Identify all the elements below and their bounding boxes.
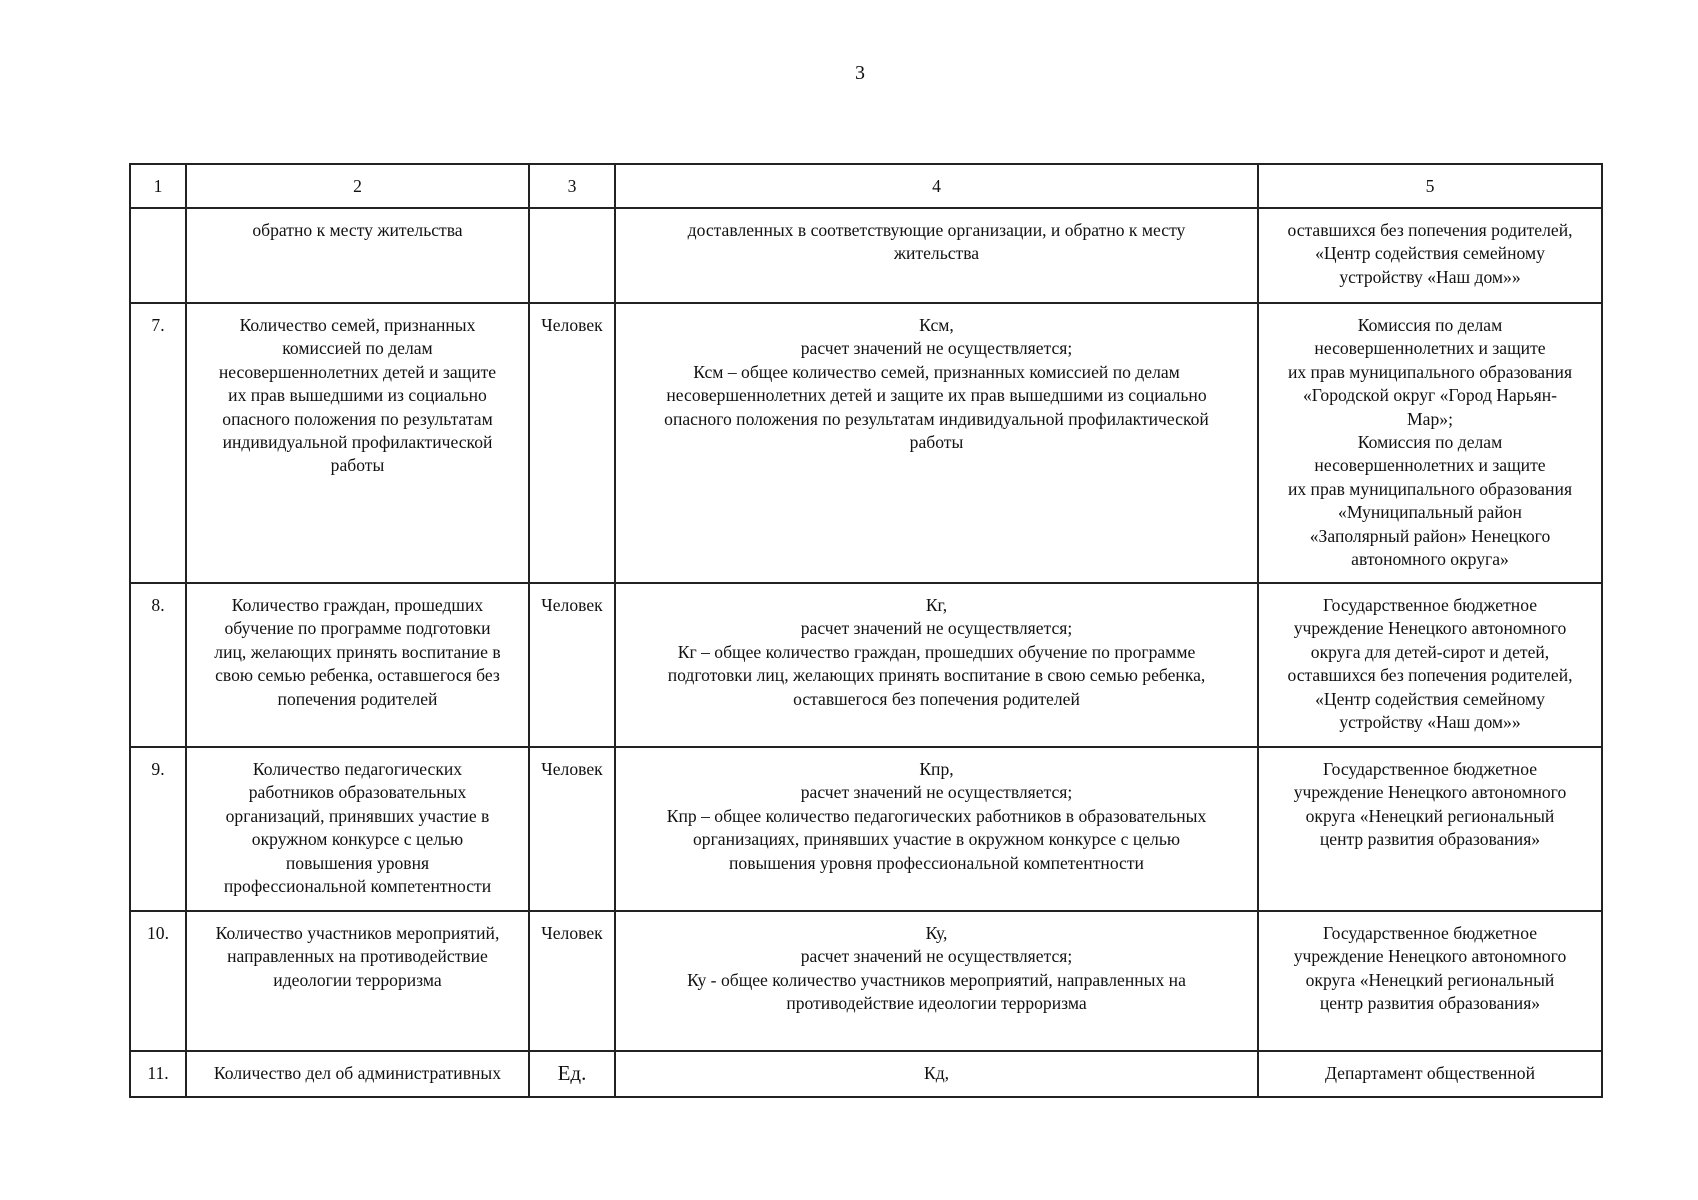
indicator-name: обратно к месту жительства: [186, 208, 529, 303]
table-row: [130, 208, 1602, 303]
formula: Кд,: [615, 1051, 1258, 1097]
unit: Ед.: [529, 1051, 615, 1097]
header-col-1: 1: [130, 164, 186, 208]
formula: Кг, расчет значений не осуществляется; Кг – общее количество граждан, прошедших обучение по программе подготовки лиц, желающих принять воспитание в свою семью ребенка, оставшегося без попечения родителей: [615, 583, 1258, 747]
responsible: Государственное бюджетное учреждение Ненецкого автономного округа «Ненецкий региональный центр развития образования»: [1258, 747, 1602, 911]
header-col-2: 2: [186, 164, 529, 208]
responsible: Комиссия по делам несовершеннолетних и защите их прав муниципального образования «Городской округ «Город Нарьян- Мар»; Комиссия по делам несовершеннолетних и защите их прав муниципального образования «Муниципальный район «Заполярный район» Ненецкого автономного округа»: [1258, 303, 1602, 583]
header-col-5: 5: [1258, 164, 1602, 208]
row-number: 8.: [130, 583, 186, 747]
unit: Человек: [529, 303, 615, 583]
table-row: [130, 583, 1602, 747]
row-number: 7.: [130, 303, 186, 583]
indicator-table: [129, 163, 1603, 1098]
indicator-name: Количество семей, признанных комиссией по делам несовершеннолетних детей и защите их прав вышедшими из социально опасного положения по результатам индивидуальной профилактической работы: [186, 303, 529, 583]
unit: Человек: [529, 583, 615, 747]
unit: Человек: [529, 911, 615, 1051]
formula: Кпр, расчет значений не осуществляется; Кпр – общее количество педагогических работников в образовательных организациях, принявших участие в окружном конкурсе с целью повышения уровня профессиональной компетентности: [615, 747, 1258, 911]
indicator-name: Количество граждан, прошедших обучение по программе подготовки лиц, желающих принять воспитание в свою семью ребенка, оставшегося без попечения родителей: [186, 583, 529, 747]
header-col-3: 3: [529, 164, 615, 208]
table-header-row: [130, 164, 1602, 208]
unit: Человек: [529, 747, 615, 911]
responsible: Государственное бюджетное учреждение Ненецкого автономного округа «Ненецкий региональный центр развития образования»: [1258, 911, 1602, 1051]
table-row: [130, 1051, 1602, 1097]
formula: Ксм, расчет значений не осуществляется; Ксм – общее количество семей, признанных комиссией по делам несовершеннолетних детей и защите их прав вышедшими из социально опасного положения по результатам индивидуальной профилактической работы: [615, 303, 1258, 583]
responsible: Департамент общественной: [1258, 1051, 1602, 1097]
unit: [529, 208, 615, 303]
header-col-4: 4: [615, 164, 1258, 208]
indicator-name: Количество педагогических работников образовательных организаций, принявших участие в окружном конкурсе с целью повышения уровня профессиональной компетентности: [186, 747, 529, 911]
formula: доставленных в соответствующие организации, и обратно к месту жительства: [615, 208, 1258, 303]
responsible: оставшихся без попечения родителей, «Центр содействия семейному устройству «Наш дом»»: [1258, 208, 1602, 303]
row-number: 9.: [130, 747, 186, 911]
page-number: 3: [855, 62, 865, 84]
row-number: 11.: [130, 1051, 186, 1097]
responsible: Государственное бюджетное учреждение Ненецкого автономного округа для детей-сирот и детей, оставшихся без попечения родителей, «Центр содействия семейному устройству «Наш дом»»: [1258, 583, 1602, 747]
table-row: [130, 303, 1602, 583]
table-row: [130, 911, 1602, 1051]
row-number: 10.: [130, 911, 186, 1051]
table-row: [130, 747, 1602, 911]
formula: Ку, расчет значений не осуществляется; Ку - общее количество участников мероприятий, направленных на противодействие идеологии терроризма: [615, 911, 1258, 1051]
indicator-name: Количество дел об административных: [186, 1051, 529, 1097]
indicator-name: Количество участников мероприятий, направленных на противодействие идеологии терроризма: [186, 911, 529, 1051]
row-number: [130, 208, 186, 303]
